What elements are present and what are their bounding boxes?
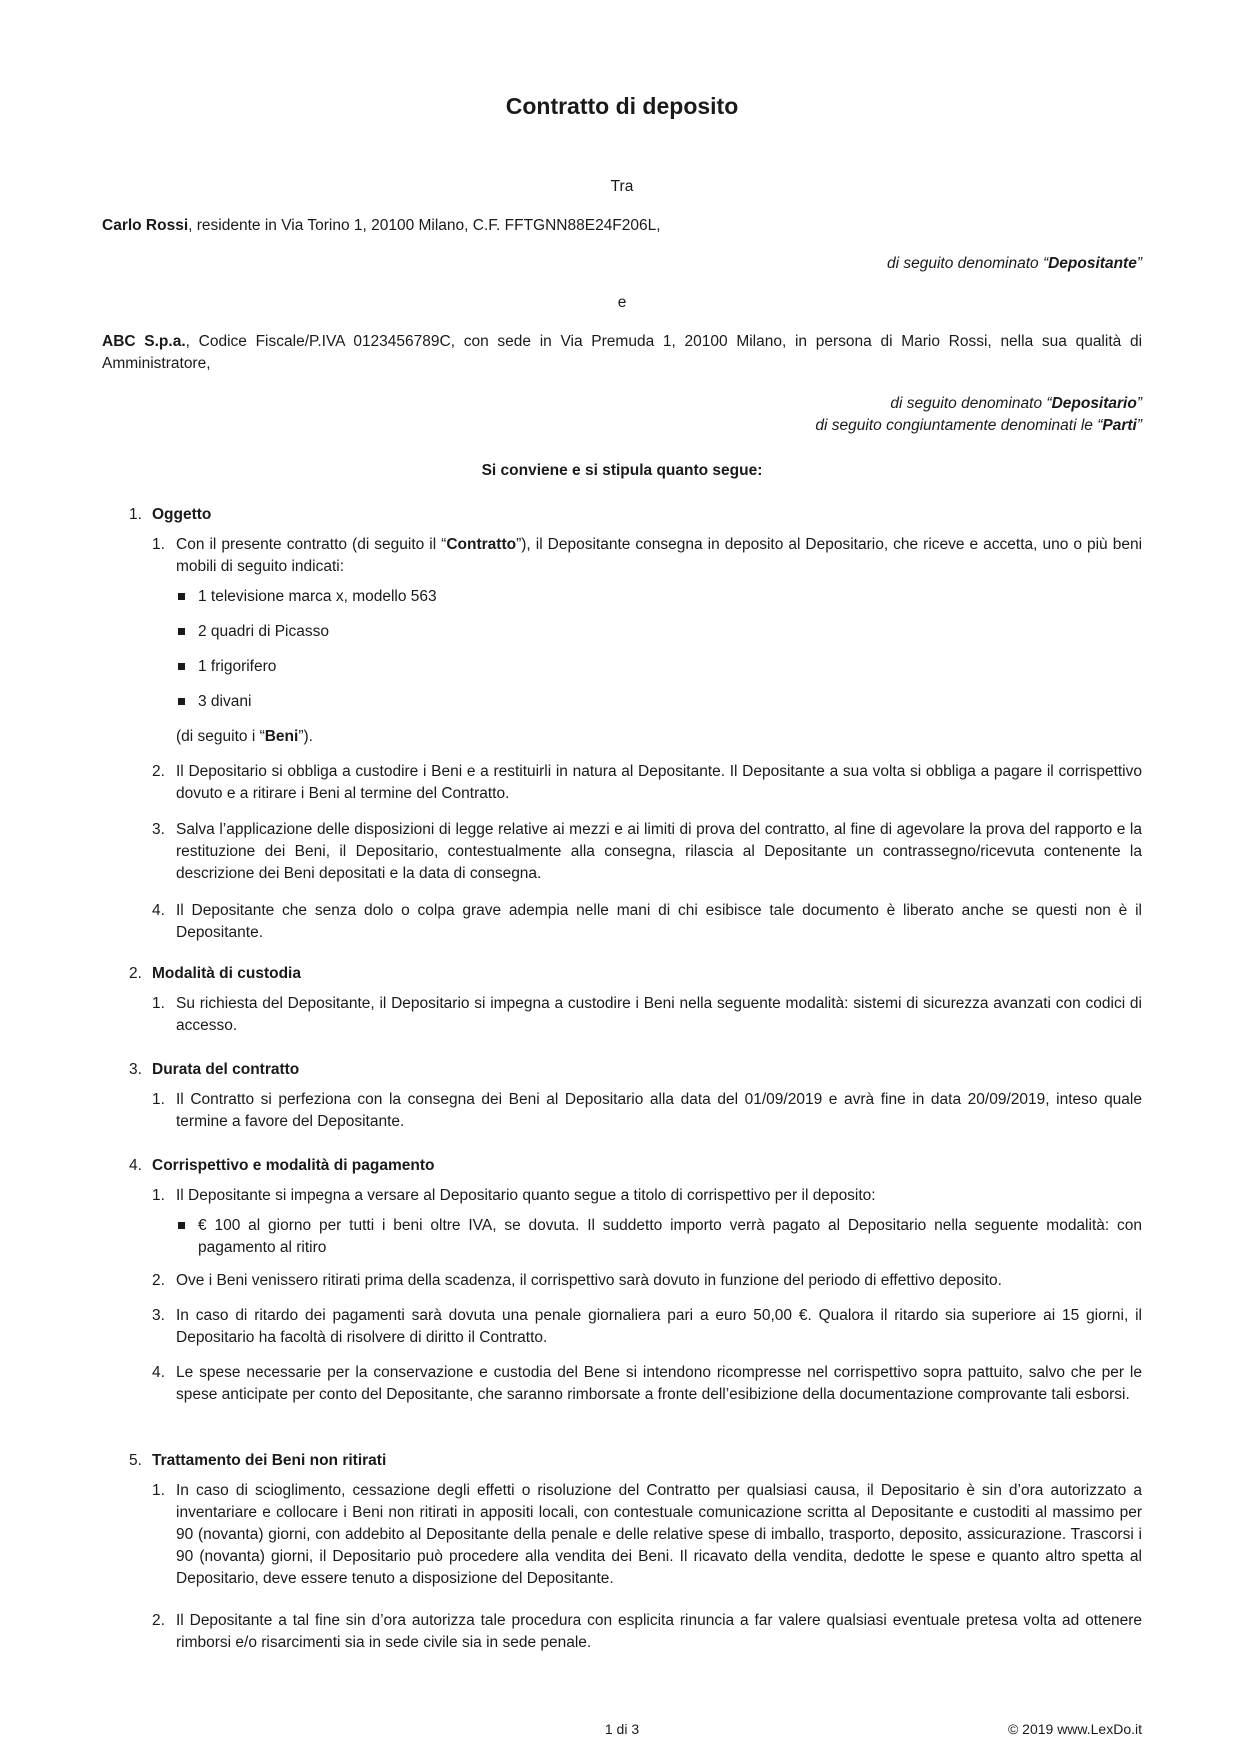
section-4-item-1: 1. Il Depositante si impegna a versare al Depositario quanto segue a titolo di corrispettivo per il deposito: [152,1187,876,1204]
document-title: Contratto di deposito [505,93,739,119]
section-4-title: Corrispettivo e modalità di pagamento [152,1157,435,1174]
party1-paragraph [102,215,1142,237]
list-item: 1 frigorifero [176,656,1142,678]
section-4-item-2: 2. Ove i Beni venissero ritirati prima della scadenza, il corrispettivo sarà dovuto in funzione del periodo di effettivo deposito. [152,1272,1002,1289]
party2-role: di seguito denominato “Depositario” [890,395,1142,412]
e-label: e [617,294,627,311]
section-5-item-2: 2. Il Depositante a tal fine sin d’ora autorizza tale procedura con esplicita rinuncia a far valere qualsiasi eventuale pretesa volta ad ottenere rimborsi e/o risarcimenti sia in sede civile sia in sede penale. [152,1612,1142,1651]
party2-paragraph [102,331,1142,375]
list-item: 1 televisione marca x, modello 563 [176,586,1142,608]
section-4-item-4: 4. Le spese necessarie per la conservazione e custodia del Bene si intendono ricompresse nel corrispettivo sopra pattuito, salvo che per le spese anticipate per conto del Depositante, che saranno rimborsate a fronte dell’esibizione della documentazione comprovante tali esborsi. [152,1364,1142,1403]
section-2-title: Modalità di custodia [152,965,301,982]
section-5-item-1: 1. In caso di scioglimento, cessazione degli effetti o risoluzione del Contratto per qualsiasi causa, il Depositario è sin d’ora autorizzato a inventariare e collocare i Beni non ritirati in appositi locali, con contestuale comunicazione scritta al Depositante e custoditi al massimo per 90 (novanta) giorni, con addebito al Depositante della penale e delle relative spese di imballo, trasporto, deposito, assicurazione. Trascorsi i 90 (novanta) giorni, il Depositario può procedere alla vendita dei Beni. Il ricavato della vendita, dedotte le spese e quanto altro spetta al Depositario, deve essere tenuto a disposizione del Depositante. [152,1482,1142,1587]
list-item: € 100 al giorno per tutti i beni oltre IVA, se dovuta. Il suddetto importo verrà pagato al Depositario nella seguente modalità: con pagamento al ritiro [176,1215,1142,1259]
section-1-title: Oggetto [152,506,212,523]
section-4-number: 4. [129,1157,142,1174]
page-number: 1 di 3 [604,1721,640,1737]
parties-role: di seguito congiuntamente denominati le “Parti” [815,417,1142,434]
party1-name: Carlo Rossi [102,217,189,234]
section-3-number: 3. [129,1061,142,1078]
section-2-item-1: 1. Su richiesta del Depositante, il Depositario si impegna a custodire i Beni nella seguente modalità: sistemi di sicurezza avanzati con codici di accesso. [152,995,1142,1034]
section-3-title: Durata del contratto [152,1061,300,1078]
section-4-item-3: 3. In caso di ritardo dei pagamenti sarà dovuta una penale giornaliera pari a euro 50,00 €. Qualora il ritardo sia superiore ai 15 giorni, il Depositario ha facoltà di risolvere di diritto il Contratto. [152,1307,1142,1346]
section-5-title: Trattamento dei Beni non ritirati [152,1452,387,1469]
list-item: 3 divani [176,691,1142,713]
party2-name: ABC S.p.a. [102,333,186,350]
party1-role: di seguito denominato “Depositante” [886,255,1142,272]
section-2-number: 2. [129,965,142,982]
section-1-item-3: 3. Salva l’applicazione delle disposizioni di legge relative ai mezzi e ai limiti di prova del contratto, al fine di agevolare la prova del rapporto e la restituzione dei Beni, il Depositario, contestualmente alla consegna, rilascia al Depositante un contrassegno/ricevuta contenente la descrizione dei Beni depositati e la data di consegna. [152,821,1142,882]
stipulation-heading: Si conviene e si stipula quanto segue: [481,462,763,479]
section-3-item-1: 1. Il Contratto si perfeziona con la consegna dei Beni al Depositario alla data del 01/09/2019 e avrà fine in data 20/09/2019, inteso quale termine a favore del Depositante. [152,1091,1142,1130]
party2-details: , Codice Fiscale/P.IVA 0123456789C, con sede in Via Premuda 1, 20100 Milano, in persona di Mario Rossi, nella sua qualità di Amministratore, [102,333,1143,372]
section-1-item-2: 2. Il Depositario si obbliga a custodire i Beni e a restituirli in natura al Depositante. Il Depositante a sua volta si obbliga a pagare il corrispettivo dovuto e a ritirare i Beni al termine del Contratto. [152,763,1142,802]
section-5-number: 5. [129,1452,142,1469]
document-page [102,0,1142,1754]
tra-label: Tra [610,178,634,195]
list-item: 2 quadri di Picasso [176,621,1142,643]
beni-definition: (di seguito i “Beni”). [176,728,313,745]
party1-details: , residente in Via Torino 1, 20100 Milano, C.F. FFTGNN88E24F206L, [188,217,661,234]
section-1-item-1: 1. Con il presente contratto (di seguito il “Contratto”), il Depositante consegna in deposito al Depositario, che riceve e accetta, uno o più beni mobili di seguito indicati: [152,536,1143,575]
section-1-number: 1. [129,506,142,523]
section-1-item-4: 4. Il Depositante che senza dolo o colpa grave adempia nelle mani di chi esibisce tale documento è liberato anche se questi non è il Depositante. [152,902,1142,941]
copyright: © 2019 www.LexDo.it [1007,1721,1142,1737]
